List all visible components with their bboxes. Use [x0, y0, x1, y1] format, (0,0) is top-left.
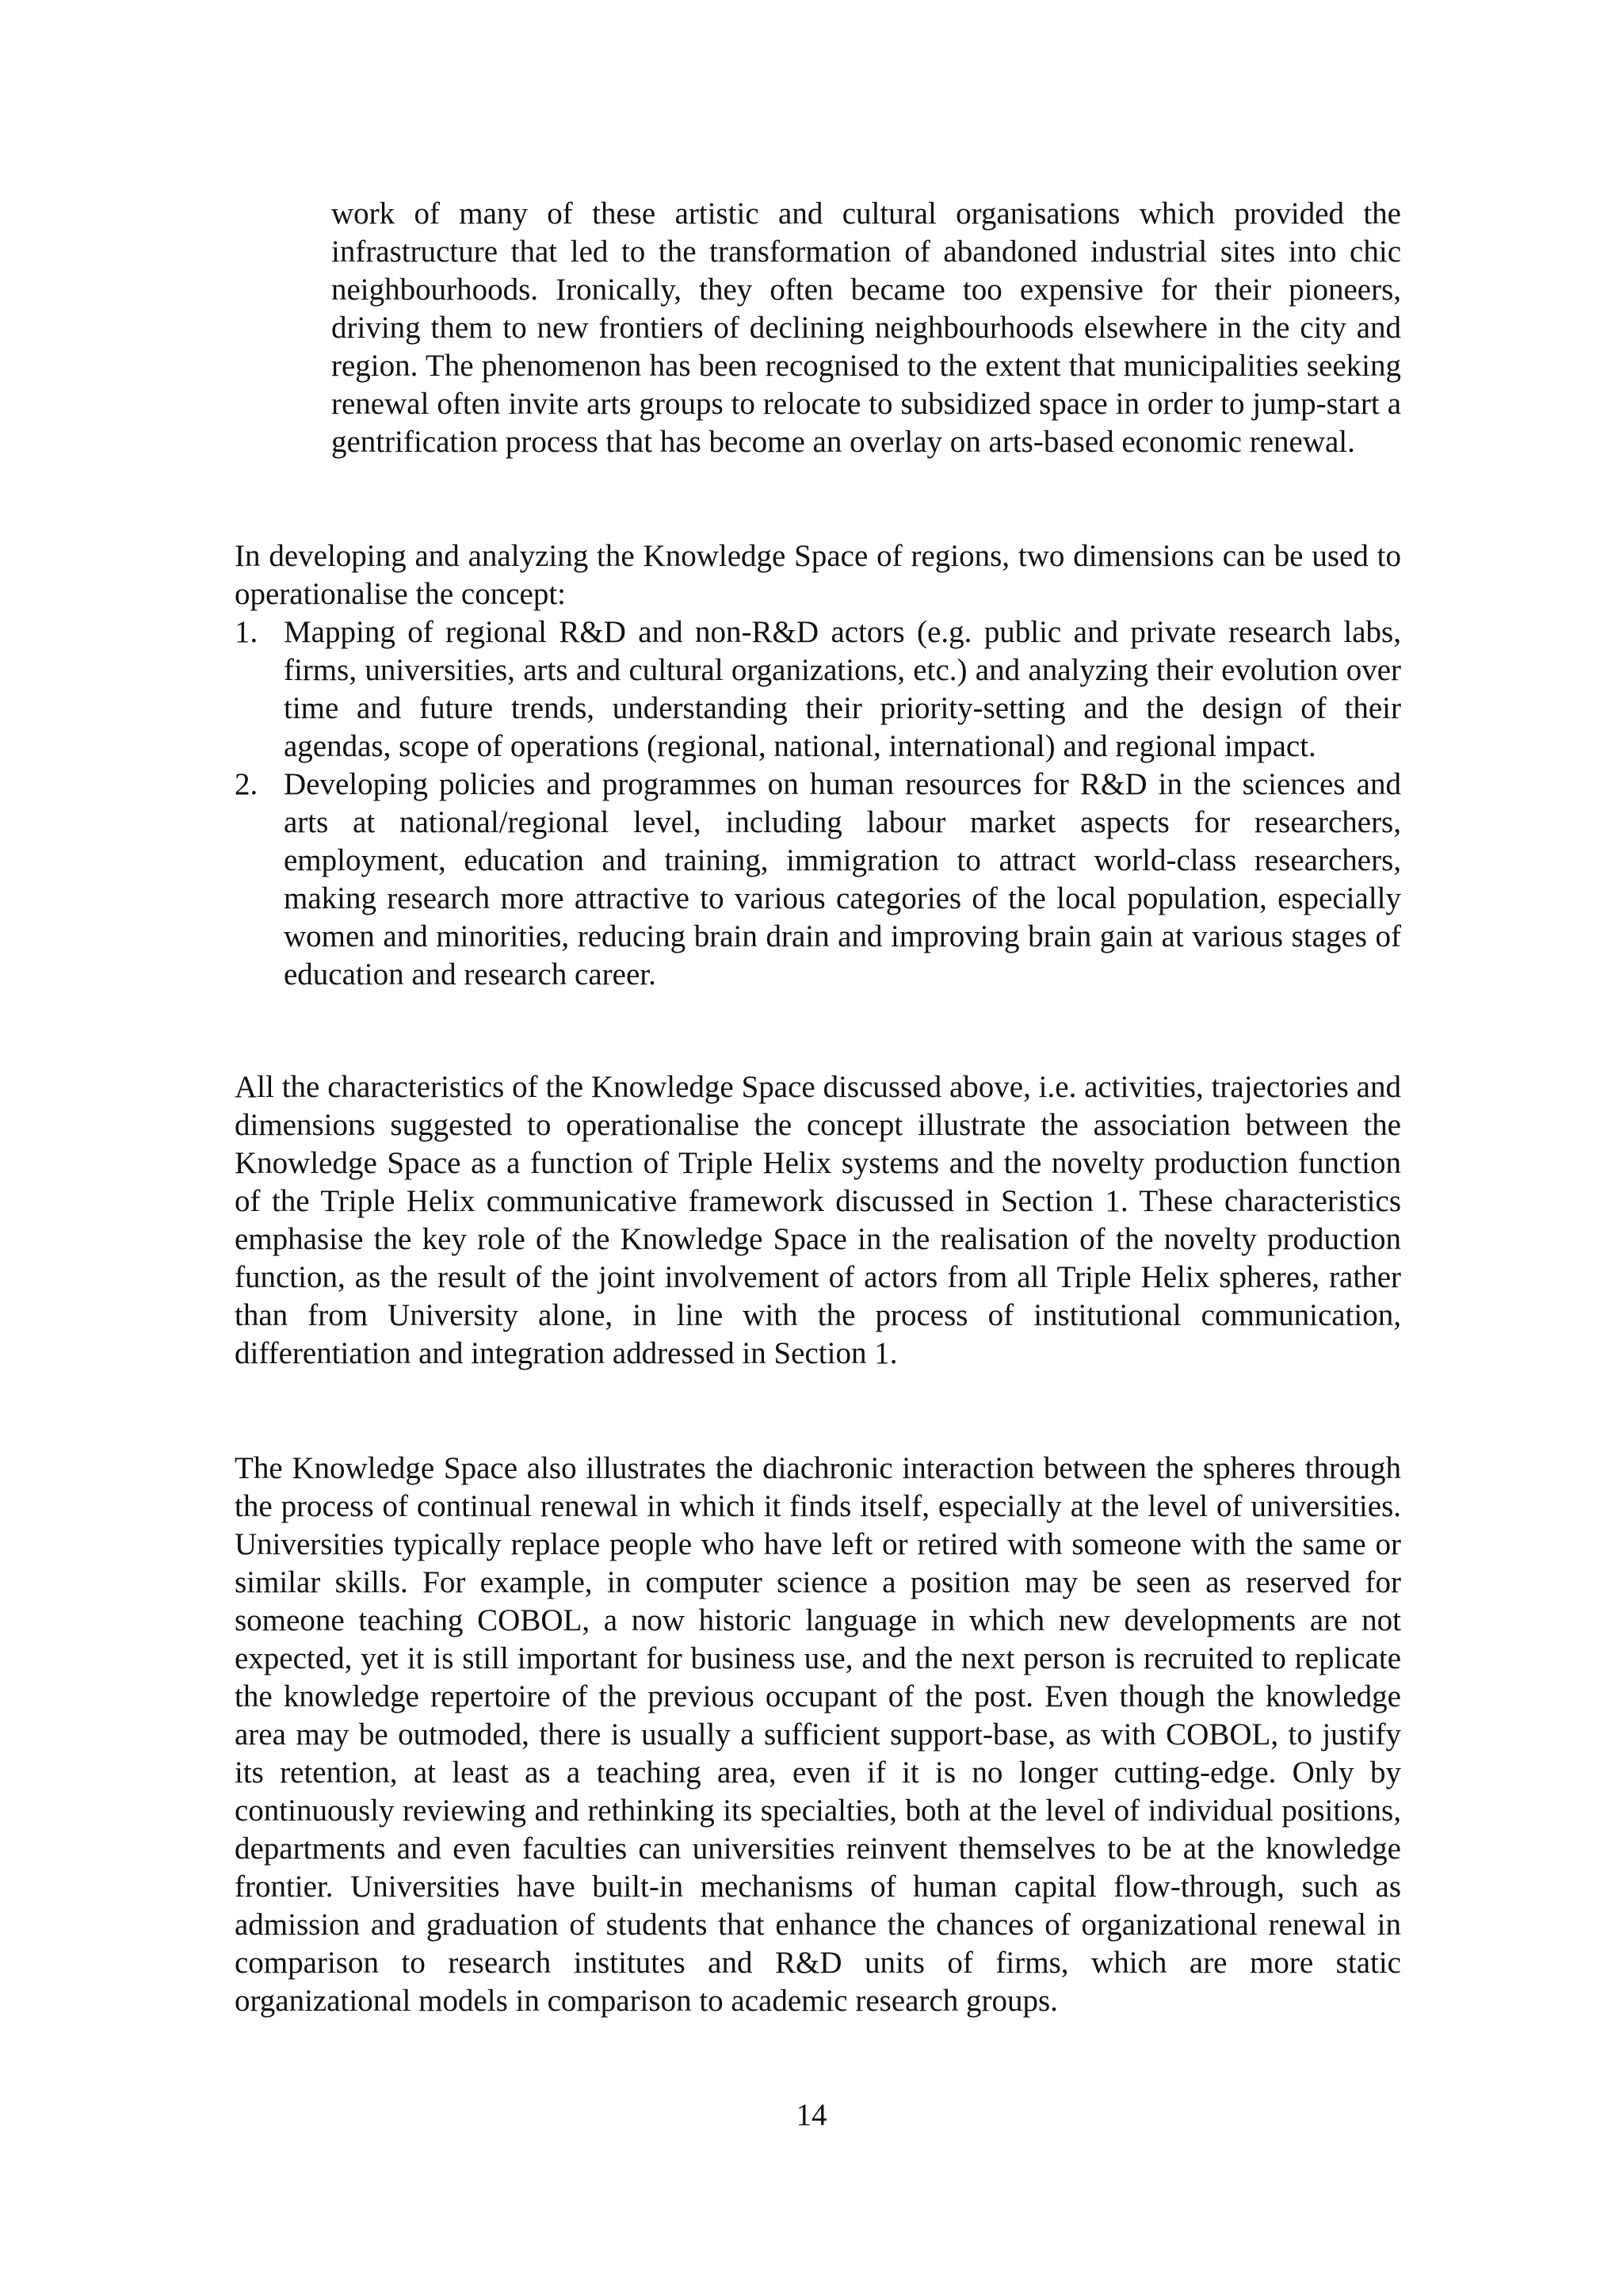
page-number: 14 — [796, 2098, 827, 2132]
renewal-paragraph: The Knowledge Space also illustrates the diachronic interaction between the spheres through the process of continual renewal in which it finds itself, especially at the level of universities. Universities typically replace people who have left or retired with someone with the same or similar skills. For example, in computer science a position may be seen as reserved for someone teaching COBOL, a now historic language in which new developments are not expected, yet it is still important for business use, and the next person is recruited to replicate the knowledge repertoire of the previous occupant of the post. Even though the knowledge area may be outmoded, there is usually a sufficient support-base, as with COBOL, to justify its retention, at least as a teaching area, even if it is no longer cutting-edge. Only by continuously reviewing and rethinking its specialties, both at the level of individual positions, departments and even faculties can universities reinvent themselves to be at the knowledge frontier. Universities have built-in mechanisms of human capital flow-through, such as admission and graduation of students that enhance the chances of organizational renewal in comparison to research institutes and R&D units of firms, which are more static organizational models in comparison to academic research groups. — [235, 1451, 1401, 2018]
list-item-number: 1. — [235, 615, 258, 649]
list-item — [235, 613, 1401, 766]
list-item — [235, 766, 1401, 994]
block-quote-paragraph: work of many of these artistic and cultural organisations which provided the infrastructure that led to the transformation of abandoned industrial sites into chic neighbourhoods. Ironically, they often became too expensive for their pioneers, driving them to new frontiers of declining neighbourhoods elsewhere in the city and region. The phenomenon has been recognised to the extent that municipalities seeking renewal often invite arts groups to relocate to subsidized space in order to jump-start a gentrification process that has become an overlay on arts-based economic renewal. — [331, 197, 1401, 459]
characteristics-paragraph: All the characteristics of the Knowledge Space discussed above, i.e. activities, trajectories and dimensions suggested to operationalise the concept illustrate the association between the Knowledge Space as a function of Triple Helix systems and the novelty production function of the Triple Helix communicative framework discussed in Section 1. These characteristics emphasise the key role of the Knowledge Space in the realisation of the novelty production function, as the result of the joint involvement of actors from all Triple Helix spheres, rather than from University alone, in line with the process of institutional communication, differentiation and integration addressed in Section 1. — [235, 1070, 1401, 1370]
dimensions-list — [235, 613, 1401, 994]
list-item-text: Developing policies and programmes on human resources for R&D in the sciences and arts at national/regional level, including labour market aspects for researchers, employment, education and training, immigration to attract world-class researchers, making research more attractive to various categories of the local population, especially women and minorities, reducing brain drain and improving brain gain at various stages of education and research career. — [284, 767, 1401, 991]
intro-paragraph: In developing and analyzing the Knowledge Space of regions, two dimensions can be used to operationalise the concept: — [235, 539, 1401, 611]
list-item-number: 2. — [235, 767, 258, 801]
list-item-text: Mapping of regional R&D and non-R&D actors (e.g. public and private research labs, firms, universities, arts and cultural organizations, etc.) and analyzing their evolution over time and future trends, understanding their priority-setting and the design of their agendas, scope of operations (regional, national, international) and regional impact. — [284, 615, 1401, 763]
